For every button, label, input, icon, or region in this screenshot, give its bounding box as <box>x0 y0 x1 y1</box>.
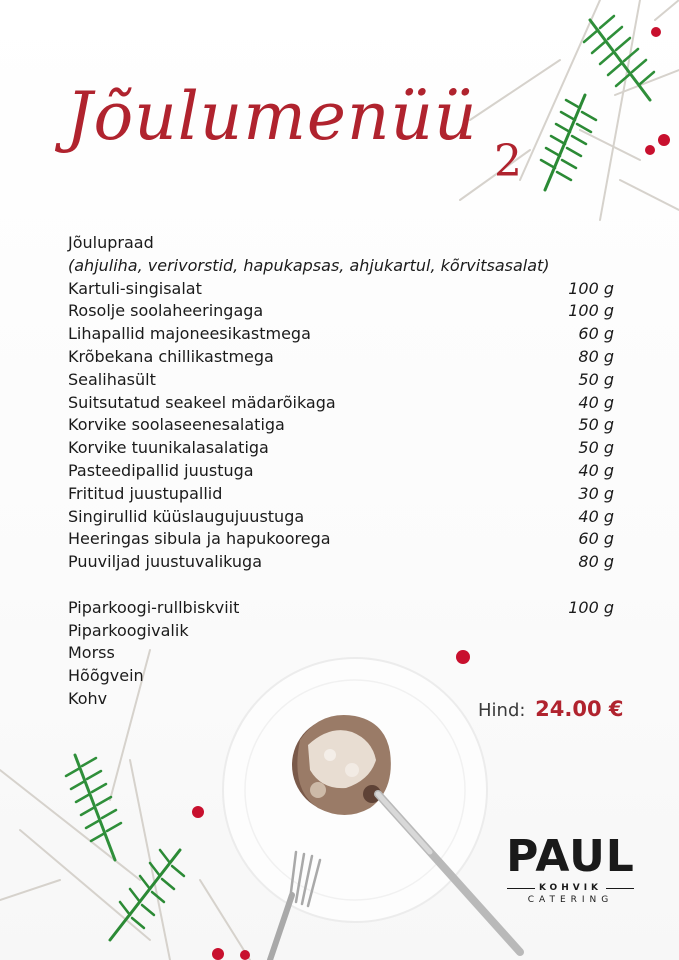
menu-item-portion: 60 g <box>578 529 614 549</box>
menu-item-name: Pasteedipallid juustuga <box>68 460 254 480</box>
title-number: 2 <box>494 136 522 187</box>
twig-branches-top <box>460 0 679 220</box>
price-value: 24.00 € <box>535 697 624 721</box>
menu-item-name: (ahjuliha, verivorstid, hapukapsas, ahjukartul, kõrvitsasalat) <box>68 255 550 275</box>
extra-item-name: Piparkoogivalik <box>68 620 189 640</box>
logo-divider-right <box>606 888 634 889</box>
menu-item <box>68 460 614 483</box>
menu-item <box>68 346 614 369</box>
logo-divider-left <box>507 888 535 889</box>
menu-item <box>68 323 614 346</box>
menu-item-portion: 40 g <box>578 392 614 412</box>
menu-item <box>68 414 614 437</box>
menu-item <box>68 300 614 323</box>
menu-item-portion: 50 g <box>578 369 614 389</box>
menu-item-name: Suitsutatud seakeel mädarõikaga <box>68 392 336 412</box>
menu-item-name: Puuviljad juustuvalikuga <box>68 552 263 572</box>
menu-item-portion: 80 g <box>578 552 614 572</box>
menu-item-name: Lihapallid majoneesikastmega <box>68 324 311 344</box>
menu-item-note <box>68 255 614 278</box>
brand-logo <box>503 831 638 905</box>
menu-item-name: Jõulupraad <box>68 233 154 252</box>
page-title: Jõulumenüü <box>66 78 478 155</box>
menu-item-name: Frititud juustupallid <box>68 483 223 503</box>
menu-item-name: Korvike soolaseenesalatiga <box>68 415 285 435</box>
price <box>478 697 624 721</box>
menu-item-portion: 40 g <box>578 506 614 526</box>
menu-item-portion: 50 g <box>578 415 614 435</box>
menu-item <box>68 483 614 506</box>
menu-item-name: Heeringas sibula ja hapukoorega <box>68 529 331 549</box>
menu-item-portion: 100 g <box>568 301 614 321</box>
menu-item <box>68 437 614 460</box>
extra-item-name: Piparkoogi-rullbiskviit <box>68 597 240 617</box>
logo-sub2: CATERING <box>527 895 614 905</box>
menu-item-portion: 50 g <box>578 438 614 458</box>
menu-item <box>68 392 614 415</box>
menu-item-portion: 80 g <box>578 346 614 366</box>
fir-sprig-top-2 <box>541 95 596 190</box>
menu-item-name: Krõbekana chillikastmega <box>68 346 274 366</box>
section-gap <box>68 574 614 597</box>
logo-name: PAUL <box>506 831 635 882</box>
extra-item-name: Morss <box>68 643 115 663</box>
fir-sprig-top-1 <box>584 16 654 100</box>
extra-item-portion: 100 g <box>568 597 614 617</box>
berries-top <box>645 27 670 155</box>
extra-item-name: Kohv <box>68 688 108 708</box>
menu-item-name: Sealihasült <box>68 369 156 389</box>
price-label: Hind: <box>478 700 526 721</box>
menu-item-portion: 100 g <box>568 278 614 298</box>
menu-item <box>68 506 614 529</box>
logo-sub-kohvik <box>503 883 638 893</box>
menu-item <box>68 369 614 392</box>
menu-item <box>68 278 614 301</box>
menu-item-name: Singirullid küüslaugujuustuga <box>68 506 305 526</box>
logo-sub1: KOHVIK <box>538 883 603 893</box>
menu-item-name: Rosolje soolaheeringaga <box>68 301 264 321</box>
menu-item-portion: 40 g <box>578 460 614 480</box>
extra-item <box>68 665 614 688</box>
menu-item-name: Kartuli-singisalat <box>68 278 202 298</box>
fir-sprig-bottom-2 <box>110 850 184 940</box>
extra-item <box>68 642 614 665</box>
extra-item <box>68 620 614 643</box>
menu-item-name: Korvike tuunikalasalatiga <box>68 438 269 458</box>
menu-item <box>68 551 614 574</box>
menu-item <box>68 528 614 551</box>
extra-item <box>68 597 614 620</box>
menu-item-portion: 60 g <box>578 324 614 344</box>
menu-list <box>68 232 614 711</box>
menu-item <box>68 232 614 255</box>
extra-item-name: Hõõgvein <box>68 666 144 686</box>
menu-item-portion: 30 g <box>578 483 614 503</box>
